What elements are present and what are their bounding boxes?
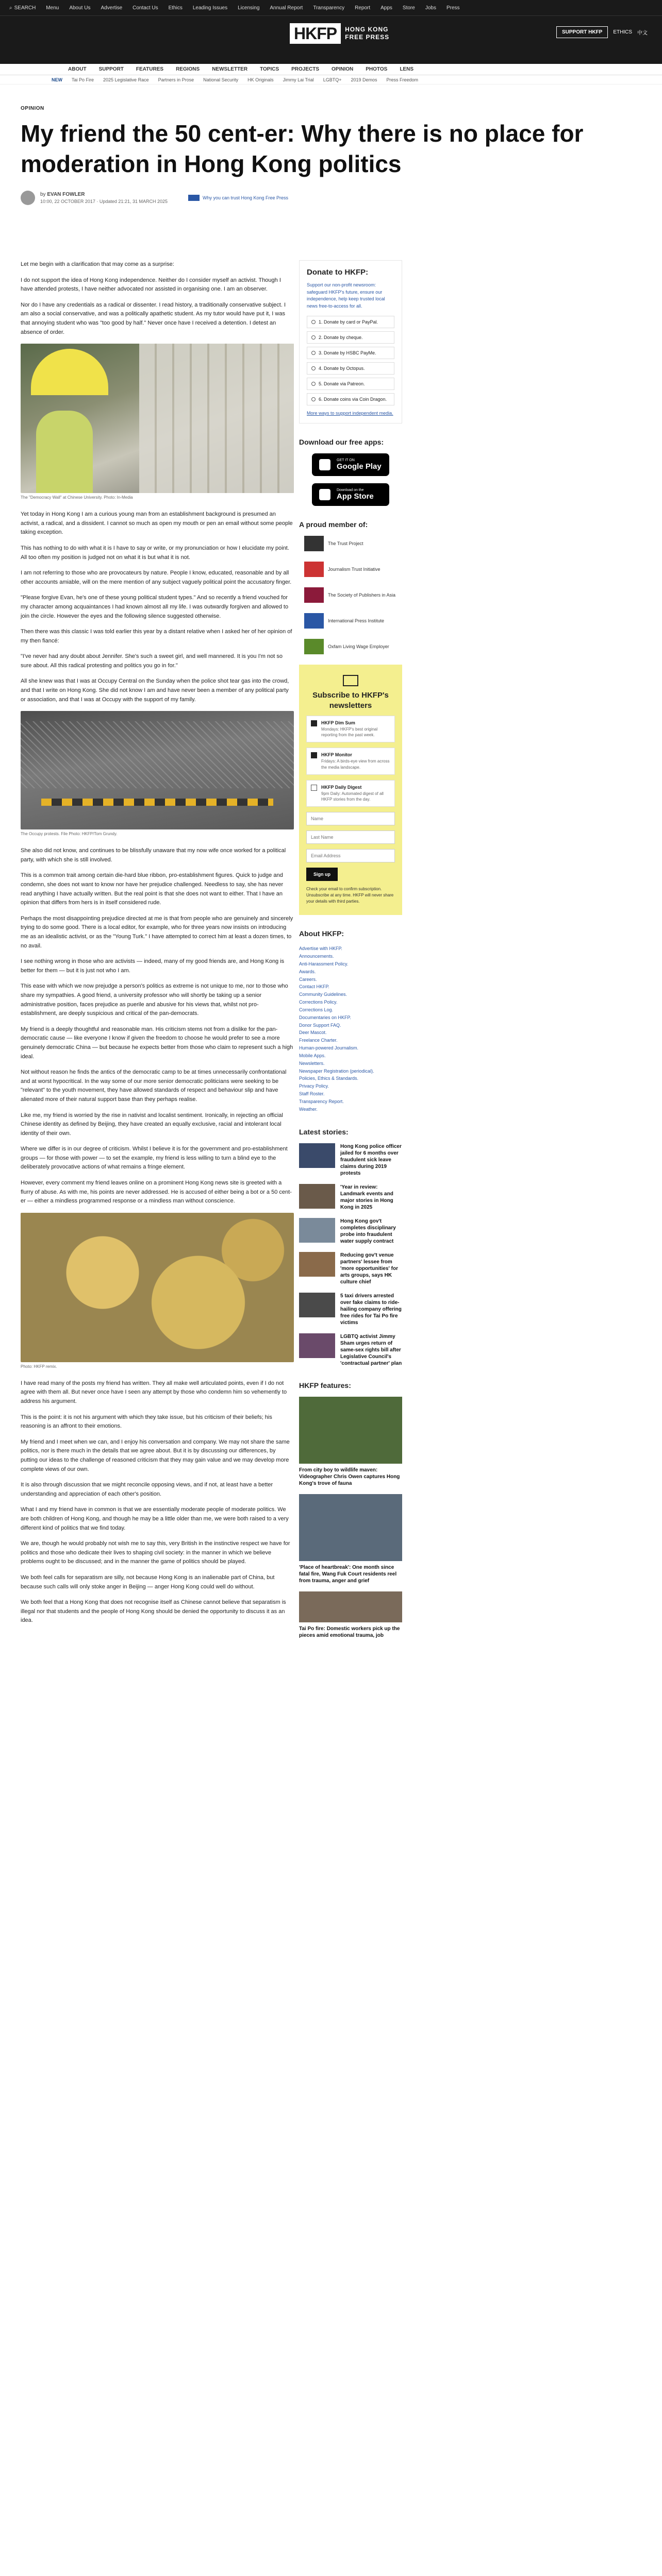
top-report[interactable]: Report xyxy=(355,5,371,11)
paragraph: Perhaps the most disappointing prejudice directed at me is that from people who are genuinely and sincerely trying to do some good. There is a local editor, for example, who for three years now insists on introducing me as an idealistic activist, or as the "Young Turk." I have attempted to correct him at least a dozen times, to no avail. xyxy=(21,915,293,949)
top-annual-report[interactable]: Annual Report xyxy=(270,5,303,11)
paragraph: Nor do I have any credentials as a radical or dissenter. I read history, a traditionally conservative subject. I am also a social conservative, and was a politically apathetic student. As my tutor would have put it, I was that annoying student who was "too good by half." Never once have I received a detention. I detest an absence of order. xyxy=(21,301,286,335)
feature-item[interactable]: From city boy to wildlife maven: Videographer Chris Owen captures Hong Kong's trove of fauna xyxy=(299,1397,402,1487)
occupy-protest-photo[interactable] xyxy=(21,711,294,829)
trending-item[interactable]: Press Freedom xyxy=(386,77,419,82)
nav-regions[interactable]: REGIONS xyxy=(176,66,200,72)
trust-project-icon xyxy=(304,536,324,551)
article-category[interactable]: OPINION xyxy=(21,106,44,111)
apps-title: Download our free apps: xyxy=(299,438,384,446)
checkbox-checked-icon[interactable] xyxy=(311,752,317,758)
paragraph: "I've never had any doubt about Jennifer. She's such a sweet girl, and well mannered. It is you I'm not so sure about. All this radical protesting and politics you go in for." xyxy=(21,653,283,669)
trust-badge-icon xyxy=(188,195,200,201)
paragraph: This is a common trait among certain die-hard blue ribbon, pro-establishment figures. Quick to judge and condemn, she does not want to know nor have her prejudice challenged. Needless to say, she has never read anything I have actually written. But the real point is that she does not want to either. That I have an opinion that differs from hers is in itself considered rude. xyxy=(21,872,284,906)
paragraph: It is also through discussion that we might reconcile opposing views, and if not, at least have a better understanding and appreciation of each other's position. xyxy=(21,1482,273,1497)
search-icon: ⌕ xyxy=(9,5,12,11)
paragraph: I have read many of the posts my friend has written. They all make well articulated points, even if I do not agree with them all. But never once have I seen any attempt by those who condemn him so vehemently to address his argument. xyxy=(21,1380,287,1405)
donate-title: Donate to HKFP: xyxy=(307,268,369,277)
trending-item[interactable]: Partners in Prose xyxy=(158,77,194,82)
about-section xyxy=(299,929,402,1113)
top-utility-bar xyxy=(0,0,662,15)
newsletter-option[interactable]: HKFP Dim Sum Mondays: HKFP's best original reporting from the past week. xyxy=(306,716,395,742)
sopa-icon xyxy=(304,587,324,603)
paragraph: "Please forgive Evan, he's one of these young political student types." And so recently a friend vouched for my character among acquaintances I had known almost all my life. I was outwardly forgiven and allowed to join the circle. However the eyes and the following silence suggested otherwise. xyxy=(21,595,289,619)
article-figure xyxy=(21,711,294,836)
about-link[interactable]: Deer Mascot. xyxy=(299,1030,327,1036)
paragraph: My friend is a deeply thoughtful and reasonable man. His criticism stems not from a dislike for the pan-democratic cause — like everyone I know if given the freedom to choose he would prefer to see a more genuinely democratic China — but because he expects better from those who claim to represent such a high ideal. xyxy=(21,1026,293,1060)
apps-section xyxy=(299,438,402,506)
trending-item[interactable]: Tai Po Fire xyxy=(72,77,94,82)
story-thumbnail xyxy=(299,1184,335,1209)
radio-icon xyxy=(311,335,316,340)
donate-option[interactable]: 5. Donate via Patreon. xyxy=(307,378,394,390)
about-link[interactable]: Contact HKFP. xyxy=(299,984,329,990)
trending-bar xyxy=(0,75,662,84)
paragraph: Let me begin with a clarification that may come as a surprise: xyxy=(21,261,174,267)
logo-mark: HKFP xyxy=(290,23,341,44)
author-name[interactable]: EVAN FOWLER xyxy=(47,191,85,197)
about-link[interactable]: Human-powered Journalism. xyxy=(299,1045,359,1051)
features-section xyxy=(299,1381,402,1639)
paragraph: Where we differ is in our degree of criticism. Whilst I believe it is for the government and pro-establishment groups — for those with power — to set the example, my friend is less willing to turn a blind eye to the deliberately provocative actions of what remains a fringe element. xyxy=(21,1146,288,1171)
about-link[interactable]: Anti-Harassment Policy. xyxy=(299,961,349,967)
coins-photo[interactable] xyxy=(21,1213,294,1362)
nav-about[interactable]: ABOUT xyxy=(68,66,87,72)
feature-image xyxy=(299,1494,402,1561)
donate-box xyxy=(299,260,402,423)
donate-option[interactable]: 4. Donate by Octopus. xyxy=(307,362,394,375)
nav-topics[interactable]: TOPICS xyxy=(260,66,279,72)
donate-more-link[interactable]: More ways to support independent media. xyxy=(307,411,393,416)
paragraph: This ease with which we now prejudge a person's politics as extreme is not unique to me, nor to those who share my sympathies. A good friend, a university professor who will shortly be taking up a senior administrative position, faces prejudice as puerile and abusive for his views that, whilst not pro-establishment, are deeply suspicious and critical of the pan-democrats. xyxy=(21,983,288,1017)
about-link[interactable]: Staff Roster. xyxy=(299,1091,325,1097)
email-field[interactable] xyxy=(306,849,395,862)
top-transparency[interactable]: Transparency xyxy=(313,5,345,11)
paragraph: I do not support the idea of Hong Kong independence. Neither do I consider myself an activist. Though I have attended protests, I have neither advocated nor assisted in organising one. I am an observer. xyxy=(21,277,281,293)
about-link[interactable]: Freelance Charter. xyxy=(299,1038,338,1043)
about-link[interactable]: Corrections Log. xyxy=(299,1007,334,1012)
nav-support[interactable]: SUPPORT xyxy=(98,66,124,72)
feature-item[interactable]: 'Place of heartbreak': One month since fatal fire, Wang Fuk Court residents reel from trauma, anger and grief xyxy=(299,1494,402,1584)
member-section xyxy=(299,520,402,654)
radio-icon xyxy=(311,320,316,324)
paragraph: This is the point: it is not his argument with which they take issue, but his criticism of their beliefs; his reasoning is an affront to their emotions. xyxy=(21,1414,272,1430)
nav-newsletter[interactable]: NEWSLETTER xyxy=(212,66,248,72)
paragraph: She also did not know, and continues to be blissfully unaware that my now wife once worked for a political party, with which she is still involved. xyxy=(21,848,286,863)
story-thumbnail xyxy=(299,1252,335,1277)
feature-image xyxy=(299,1397,402,1464)
radio-icon xyxy=(311,366,316,370)
about-link[interactable]: Corrections Policy. xyxy=(299,999,338,1005)
top-licensing[interactable]: Licensing xyxy=(238,5,260,11)
about-list xyxy=(299,945,402,1113)
top-apps[interactable]: Apps xyxy=(380,5,392,11)
name-field[interactable] xyxy=(306,812,395,825)
sidebar xyxy=(299,260,641,1646)
features-title: HKFP features: xyxy=(299,1381,351,1389)
top-press[interactable]: Press xyxy=(446,5,460,11)
donate-option[interactable]: 6. Donate coins via Coin Dragon. xyxy=(307,393,394,405)
member-logo[interactable]: The Society of Publishers in Asia xyxy=(304,587,402,603)
trending-item[interactable]: National Security xyxy=(203,77,239,82)
article-header xyxy=(21,106,641,205)
trending-new-label: NEW xyxy=(52,77,62,82)
about-link[interactable]: Documentaries on HKFP. xyxy=(299,1014,351,1020)
story-item[interactable]: Reducing gov't venue partners' lessee from 'more opportunities' for arts groups, says HK culture chief xyxy=(299,1252,402,1285)
donate-option[interactable]: 2. Donate by cheque. xyxy=(307,331,394,344)
about-link[interactable]: Transparency Report. xyxy=(299,1099,344,1104)
ethics-link[interactable]: ETHICS xyxy=(613,29,632,35)
about-link[interactable]: Privacy Policy. xyxy=(299,1083,329,1089)
trending-item[interactable]: HK Originals xyxy=(247,77,274,82)
newsletter-title: Subscribe to HKFP's newsletters xyxy=(312,691,389,710)
app-store-button[interactable]: Download on the App Store xyxy=(312,483,389,506)
about-link[interactable]: Newspaper Registration (periodical). xyxy=(299,1068,374,1074)
trending-item[interactable]: LGBTQ+ xyxy=(323,77,342,82)
about-link[interactable]: Advertise with HKFP. xyxy=(299,946,342,952)
support-hkfp-button[interactable]: SUPPORT HKFP xyxy=(556,26,608,38)
logo-wordmark: HONG KONG FREE PRESS xyxy=(345,26,390,41)
newsletter-option[interactable]: HKFP Daily Digest 9pm Daily: Automated digest of all HKFP stories from the day. xyxy=(306,780,395,807)
feature-item[interactable]: Tai Po fire: Domestic workers pick up the pieces amid emotional trauma, job xyxy=(299,1591,402,1639)
trending-item[interactable]: 2025 Legislative Race xyxy=(103,77,149,82)
top-search[interactable]: ⌕ SEARCH xyxy=(9,5,36,11)
paragraph: This has nothing to do with what it is I have to say or write, or my pronunciation or how I elucidate my point. All too often my position is judged not on what it is but what it is not. xyxy=(21,545,289,561)
about-link[interactable]: Community Guidelines. xyxy=(299,992,347,997)
article-body xyxy=(21,260,294,1632)
paragraph: My friend and I meet when we can, and I enjoy his conversation and company. We may not share the same politics, nor is there much in the details that we agree about. But it is by discussing our differences, by putting our ideas to the challenge of reasoned criticism that they may gain value and we may develop more complete views of our own. xyxy=(21,1438,290,1472)
democracy-wall-photo[interactable] xyxy=(21,344,294,493)
newsletter-note: Check your email to confirm subscription. Unsubscribe at any time. HKFP will never share your details with third parties. xyxy=(306,887,394,904)
radio-icon xyxy=(311,397,316,401)
ipi-icon xyxy=(304,613,324,629)
about-link[interactable]: Awards. xyxy=(299,969,316,974)
paragraph: We both feel that a Hong Kong that does not recognise itself as Chinese cannot believe that separatism is illegal nor that students and the people of Hong Kong should be denied the opportunity to discuss it as an idea. xyxy=(21,1599,286,1624)
member-logo[interactable]: The Trust Project xyxy=(304,536,402,551)
story-thumbnail xyxy=(299,1293,335,1317)
top-menu[interactable]: Menu xyxy=(46,5,59,11)
about-link[interactable]: Weather. xyxy=(299,1106,318,1112)
header-actions xyxy=(556,26,648,38)
last-name-field[interactable] xyxy=(306,831,395,844)
about-link[interactable]: Donor Support FAQ. xyxy=(299,1022,341,1028)
trending-item[interactable]: Jimmy Lai Trial xyxy=(283,77,314,82)
paragraph: Then there was this classic I was told earlier this year by a distant relative when I asked her of her opinion of my then fiancé: xyxy=(21,629,292,644)
feature-image xyxy=(299,1591,402,1622)
byline xyxy=(21,191,641,205)
top-jobs[interactable]: Jobs xyxy=(425,5,436,11)
figure-caption: Photo: HKFP remix. xyxy=(21,1364,57,1369)
top-contact[interactable]: Contact Us xyxy=(133,5,158,11)
top-store[interactable]: Store xyxy=(402,5,415,11)
article-headline: My friend the 50 cent-er: Why there is no place for moderation in Hong Kong politics xyxy=(21,120,584,177)
about-link[interactable]: Policies, Ethics & Standards. xyxy=(299,1076,359,1081)
top-advertise[interactable]: Advertise xyxy=(101,5,123,11)
top-about[interactable]: About Us xyxy=(69,5,91,11)
paragraph: We are, though he would probably not wish me to say this, very British in the instinctive respect we have for politics and those who dedicate their lives to shaping civil society: in the manner in which we believe problems ought to be discussed; and in the manner the game of politics should be played. xyxy=(21,1540,290,1565)
top-leading-issues[interactable]: Leading Issues xyxy=(192,5,228,11)
about-link[interactable]: Careers. xyxy=(299,976,317,982)
donate-option[interactable]: 3. Donate by HSBC PayMe. xyxy=(307,347,394,359)
checkbox-checked-icon[interactable] xyxy=(311,720,317,726)
member-title: A proud member of: xyxy=(299,520,368,529)
nav-opinion[interactable]: OPINION xyxy=(332,66,354,72)
radio-icon xyxy=(311,351,316,355)
paragraph: I am not referring to those who are provocateurs by nature. People I know, educated, reasonable and by all other accounts amiable, will on the mere mention of any subject vaguely political point the accusatory finger. xyxy=(21,570,292,585)
jti-icon xyxy=(304,562,324,577)
apple-icon xyxy=(319,489,330,500)
checkbox-unchecked-icon[interactable] xyxy=(311,785,317,791)
latest-stories-section xyxy=(299,1128,402,1367)
google-play-icon xyxy=(319,459,330,470)
donate-option[interactable]: 1. Donate by card or PayPal. xyxy=(307,316,394,328)
newsletter-option[interactable]: HKFP Monitor Fridays: A birds-eye view from across the media landscape. xyxy=(306,748,395,774)
author-avatar xyxy=(21,191,35,205)
radio-icon xyxy=(311,382,316,386)
story-thumbnail xyxy=(299,1143,335,1168)
trending-item[interactable]: 2019 Demos xyxy=(351,77,377,82)
figure-caption: The Occupy protests. File Photo: HKFP/Tom Grundy. xyxy=(21,832,118,837)
oxfam-icon xyxy=(304,639,324,654)
main-navigation xyxy=(0,64,662,75)
about-link[interactable]: Newsletters. xyxy=(299,1060,325,1066)
figure-caption: The "Democracy Wall" at Chinese University. Photo: In-Media xyxy=(21,495,133,500)
nav-lens[interactable]: LENS xyxy=(400,66,413,72)
trust-link[interactable]: Why you can trust Hong Kong Free Press xyxy=(188,195,288,201)
article-figure xyxy=(21,1213,294,1369)
envelope-icon xyxy=(343,675,358,686)
donate-intro[interactable]: Support our non-profit newsroom: safeguard HKFP's future, ensure our independence, help keep trusted local news free-to-access for all. xyxy=(307,282,385,309)
paragraph: I see nothing wrong in those who are activists — indeed, many of my good friends are, and Hong Kong is better for them — but it is just not who I am. xyxy=(21,958,285,974)
paragraph: What I and my friend have in common is that we are essentially moderate people of moderate politics. We are both children of Hong Kong, and though he may be a little older than me, we were both raised to a very different kind of politics that we find today. xyxy=(21,1506,289,1531)
paragraph: Yet today in Hong Kong I am a curious young man from an establishment background is presumed an activist, a radical, and a dissident. I cannot so much as open my mouth or pen an email without some people taking exception. xyxy=(21,511,293,536)
about-link[interactable]: Announcements. xyxy=(299,953,334,959)
paragraph: Not without reason he finds the antics of the democratic camp to be at times unnecessarily confrontational and at worst hypocritical. In the way some of our more senior democratic politicians were seeking to be "relevant" to the youth movement, they have allowed standards of respect and behaviour slip and have alienated more of their natural support base than they perhaps realise. xyxy=(21,1069,287,1103)
story-thumbnail xyxy=(299,1218,335,1243)
paragraph: All she knew was that I was at Occupy Central on the Sunday when the police shot tear gas into the crowd, and that I write on Hong Kong. She did not know I am and have never been a member of any political party or association, and that I was at Occupy with the support of my family. xyxy=(21,678,289,703)
signup-button[interactable]: Sign up xyxy=(306,868,338,881)
article-timestamp: 10:00, 22 OCTOBER 2017 · Updated 21:21, 31 MARCH 2025 xyxy=(40,198,168,204)
nav-projects[interactable]: PROJECTS xyxy=(291,66,320,72)
story-item[interactable]: 5 taxi drivers arrested over fake claims to ride-hailing company offering free rides for Tai Po fire victims xyxy=(299,1293,402,1326)
site-header xyxy=(0,15,662,64)
member-logo[interactable]: Journalism Trust Initiative xyxy=(304,562,402,577)
nav-photos[interactable]: PHOTOS xyxy=(366,66,388,72)
site-logo[interactable] xyxy=(290,23,389,44)
latest-stories-title: Latest stories: xyxy=(299,1127,349,1136)
story-item[interactable]: Hong Kong gov't completes disciplinary probe into fraudulent water supply contract xyxy=(299,1218,402,1245)
author-prefix: by xyxy=(40,191,46,197)
paragraph: Like me, my friend is worried by the rise in nativist and localist sentiment. Ironically, in rejecting an official Chinese identity as defined by Beijing, they have created an equally exclusive, racial and intolerant local identity of their own. xyxy=(21,1112,283,1137)
about-title: About HKFP: xyxy=(299,929,344,938)
story-thumbnail xyxy=(299,1333,335,1358)
member-logo[interactable]: Oxfam Living Wage Employer xyxy=(304,639,402,654)
member-logo[interactable]: International Press Institute xyxy=(304,613,402,629)
nav-features[interactable]: FEATURES xyxy=(136,66,164,72)
newsletter-box xyxy=(299,665,402,915)
article-figure xyxy=(21,344,294,500)
story-item[interactable]: Hong Kong police officer jailed for 6 months over fraudulent sick leave claims during 2019 protests xyxy=(299,1143,402,1177)
story-item[interactable]: LGBTQ activist Jimmy Sham urges return of same-sex rights bill after Legislative Council's 'contractual partner' plan xyxy=(299,1333,402,1367)
google-play-button[interactable]: GET IT ON Google Play xyxy=(312,453,389,476)
story-item[interactable]: 'Year in review: Landmark events and major stories in Hong Kong in 2025 xyxy=(299,1184,402,1211)
about-link[interactable]: Mobile Apps. xyxy=(299,1053,326,1058)
top-ethics[interactable]: Ethics xyxy=(168,5,183,11)
paragraph: However, every comment my friend leaves online on a prominent Hong Kong news site is greeted with a flurry of abuse. As with me, his points are never addressed. He is accused of either being a bot or a 50 cent-er — either a mindless programmed response or a mindless man without conscience. xyxy=(21,1180,292,1205)
language-link[interactable]: 中文 xyxy=(637,30,648,36)
paragraph: We both feel calls for separatism are silly, not because Hong Kong is an inalienable part of China, but because such calls will only stoke anger in Beijing — anger Hong Kong could well do without. xyxy=(21,1574,275,1590)
